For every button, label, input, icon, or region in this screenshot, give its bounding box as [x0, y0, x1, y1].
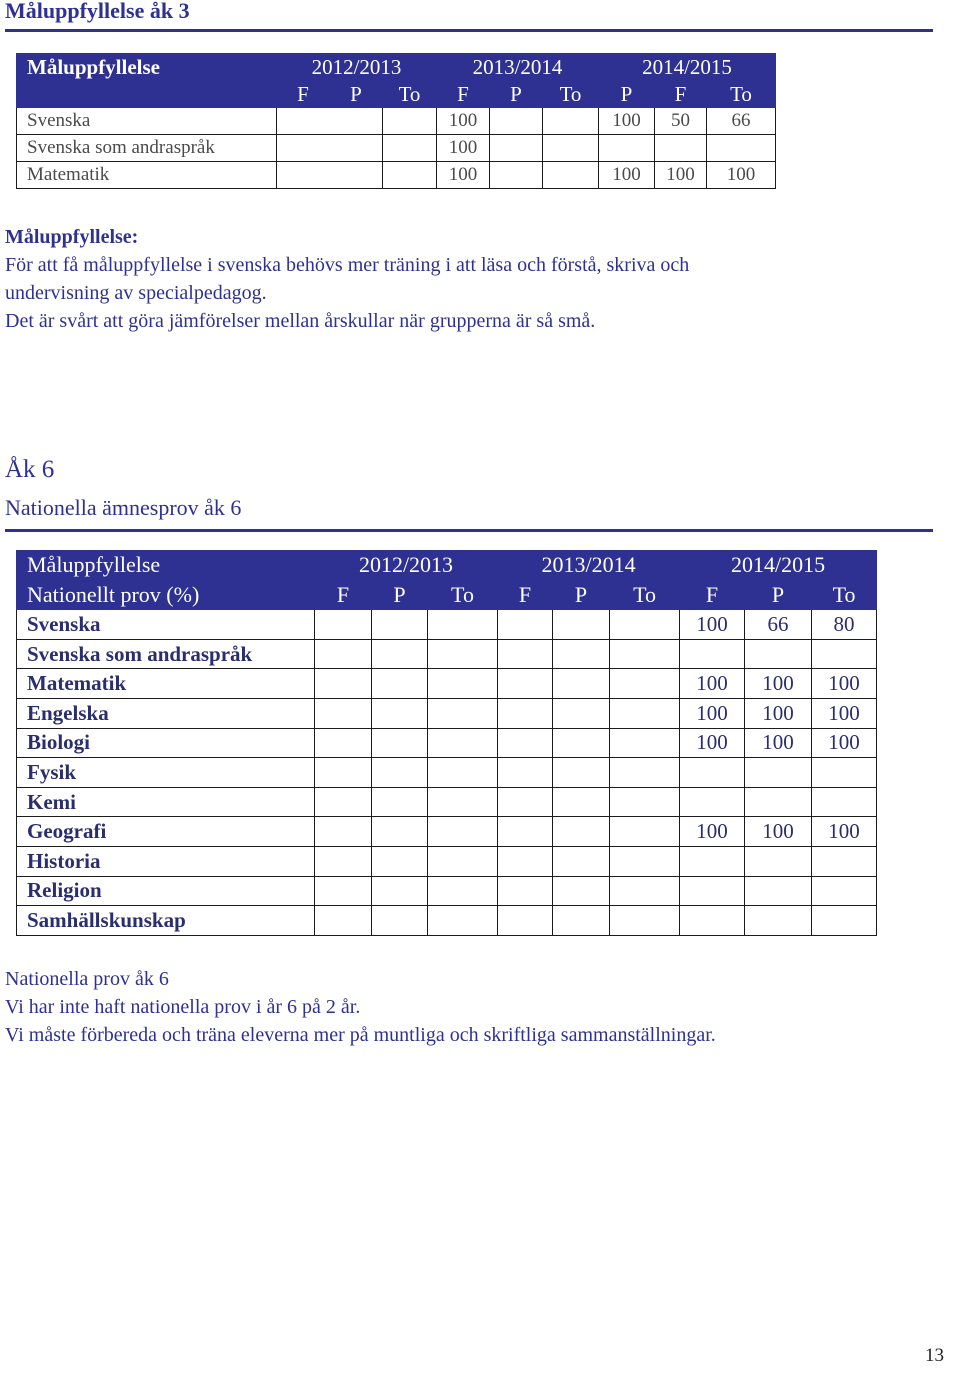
value-cell [490, 108, 543, 135]
grade-header: F [277, 81, 330, 108]
subject-cell: Svenska [17, 108, 277, 135]
value-cell [610, 906, 680, 936]
value-cell [745, 639, 812, 669]
value-cell [372, 876, 428, 906]
grade-header: F [655, 81, 707, 108]
value-cell [599, 135, 655, 162]
value-cell [372, 906, 428, 936]
value-cell [428, 610, 498, 640]
value-cell [372, 728, 428, 758]
value-cell [553, 846, 610, 876]
value-cell [490, 162, 543, 189]
value-cell [553, 817, 610, 847]
value-cell [610, 728, 680, 758]
subject-cell: Biologi [17, 728, 315, 758]
value-cell [383, 108, 437, 135]
comment-line: För att få måluppfyllelse i svenska behövs mer träning i att läsa och förstå, skriva och [5, 254, 690, 276]
grade-header: To [543, 81, 599, 108]
value-cell: 100 [680, 817, 745, 847]
page-number: 13 [925, 1345, 944, 1366]
value-cell [553, 698, 610, 728]
value-cell [498, 787, 553, 817]
comment-line: Vi har inte haft nationella prov i år 6 på 2 år. [5, 996, 361, 1018]
value-cell: 66 [707, 108, 776, 135]
value-cell [745, 876, 812, 906]
value-cell [428, 906, 498, 936]
grade-header: P [599, 81, 655, 108]
subject-cell: Matematik [17, 162, 277, 189]
comment-block-ak3 [5, 223, 689, 335]
comment-line: Vi måste förbereda och träna eleverna mer på muntliga och skriftliga sammanställningar. [5, 1024, 716, 1046]
value-cell [315, 610, 372, 640]
grade-header: To [707, 81, 776, 108]
grade-header: P [372, 580, 428, 610]
value-cell [812, 758, 877, 788]
value-cell [277, 108, 383, 135]
table-row [17, 669, 877, 699]
results-table-ak6 [16, 550, 877, 936]
subject-cell: Engelska [17, 698, 315, 728]
subheader-blank [17, 81, 277, 108]
value-cell [315, 787, 372, 817]
section-divider [5, 29, 933, 32]
value-cell [610, 669, 680, 699]
table-header-label: Måluppfyllelse [17, 54, 277, 81]
subject-cell: Svenska som andraspråk [17, 639, 315, 669]
value-cell [372, 817, 428, 847]
value-cell [315, 817, 372, 847]
value-cell [372, 787, 428, 817]
year-header: 2012/2013 [315, 551, 498, 581]
value-cell [680, 906, 745, 936]
table-row [17, 906, 877, 936]
value-cell [543, 135, 599, 162]
value-cell [498, 846, 553, 876]
value-cell [610, 758, 680, 788]
grade-header: F [680, 580, 745, 610]
value-cell [610, 787, 680, 817]
value-cell: 100 [680, 728, 745, 758]
value-cell [655, 135, 707, 162]
value-cell [745, 906, 812, 936]
value-cell [553, 876, 610, 906]
grade-header: To [812, 580, 877, 610]
value-cell [428, 817, 498, 847]
value-cell [490, 135, 543, 162]
value-cell [315, 758, 372, 788]
value-cell [812, 787, 877, 817]
value-cell: 100 [599, 108, 655, 135]
section-title-ak3: Måluppfyllelse åk 3 [5, 0, 190, 23]
table-row [17, 876, 877, 906]
value-cell [553, 728, 610, 758]
subject-cell: Svenska [17, 610, 315, 640]
year-header: 2012/2013 [277, 54, 437, 81]
value-cell [372, 846, 428, 876]
table-row [17, 610, 877, 640]
grade-header: To [383, 81, 437, 108]
value-cell: 100 [437, 108, 490, 135]
value-cell [812, 876, 877, 906]
table-row [17, 728, 877, 758]
table-row [17, 108, 776, 135]
value-cell [383, 135, 437, 162]
value-cell [812, 639, 877, 669]
value-cell [543, 162, 599, 189]
table-subheader-row [17, 81, 776, 108]
value-cell [680, 876, 745, 906]
value-cell [498, 906, 553, 936]
value-cell [812, 906, 877, 936]
value-cell [498, 728, 553, 758]
comment-block-ak6 [5, 965, 716, 1049]
value-cell: 100 [745, 698, 812, 728]
value-cell [543, 108, 599, 135]
value-cell [707, 135, 776, 162]
value-cell [610, 846, 680, 876]
value-cell [428, 698, 498, 728]
value-cell [372, 669, 428, 699]
value-cell [553, 669, 610, 699]
comment-heading: Måluppfyllelse: [5, 226, 139, 248]
value-cell [553, 787, 610, 817]
value-cell [610, 817, 680, 847]
subject-cell: Religion [17, 876, 315, 906]
value-cell: 100 [745, 669, 812, 699]
grade-header: P [553, 580, 610, 610]
value-cell [553, 639, 610, 669]
value-cell [680, 639, 745, 669]
value-cell [372, 758, 428, 788]
value-cell [553, 758, 610, 788]
value-cell: 100 [437, 162, 490, 189]
grade-header: P [330, 81, 383, 108]
value-cell [315, 846, 372, 876]
value-cell [315, 698, 372, 728]
comment-heading: Nationella prov åk 6 [5, 968, 169, 990]
section-divider [5, 529, 933, 532]
value-cell [315, 639, 372, 669]
value-cell: 100 [812, 728, 877, 758]
value-cell [428, 758, 498, 788]
value-cell [498, 698, 553, 728]
value-cell [315, 906, 372, 936]
value-cell: 100 [680, 669, 745, 699]
value-cell: 80 [812, 610, 877, 640]
table-header-row [17, 54, 776, 81]
table-row [17, 817, 877, 847]
year-header: 2013/2014 [437, 54, 599, 81]
value-cell: 100 [745, 728, 812, 758]
value-cell [812, 846, 877, 876]
table-row [17, 787, 877, 817]
table-header-row [17, 551, 877, 581]
table-header-label-2: Nationellt prov (%) [17, 580, 315, 610]
value-cell [498, 639, 553, 669]
table-row [17, 846, 877, 876]
year-header: 2014/2015 [680, 551, 877, 581]
value-cell [610, 639, 680, 669]
value-cell [372, 639, 428, 669]
value-cell [498, 610, 553, 640]
table-row [17, 162, 776, 189]
value-cell [553, 906, 610, 936]
grade-header: F [315, 580, 372, 610]
table-subheader-row [17, 580, 877, 610]
value-cell [315, 876, 372, 906]
value-cell [372, 610, 428, 640]
value-cell [428, 876, 498, 906]
grade-header: To [428, 580, 498, 610]
value-cell: 100 [599, 162, 655, 189]
value-cell [428, 846, 498, 876]
value-cell [498, 876, 553, 906]
value-cell: 100 [655, 162, 707, 189]
value-cell: 100 [812, 669, 877, 699]
value-cell [428, 787, 498, 817]
value-cell [428, 639, 498, 669]
grade-header: P [490, 81, 543, 108]
subject-cell: Historia [17, 846, 315, 876]
table-row [17, 758, 877, 788]
value-cell [498, 758, 553, 788]
value-cell: 100 [812, 817, 877, 847]
subject-cell: Geografi [17, 817, 315, 847]
value-cell: 100 [680, 610, 745, 640]
value-cell: 100 [680, 698, 745, 728]
table-row [17, 639, 877, 669]
grade-header: To [610, 580, 680, 610]
value-cell: 100 [707, 162, 776, 189]
value-cell: 50 [655, 108, 707, 135]
value-cell: 100 [437, 135, 490, 162]
grade-header: F [437, 81, 490, 108]
table-header-label: Måluppfyllelse [17, 551, 315, 581]
year-header: 2014/2015 [599, 54, 776, 81]
grade-header: P [745, 580, 812, 610]
value-cell [315, 669, 372, 699]
value-cell [315, 728, 372, 758]
section-subtitle: Nationella ämnesprov åk 6 [5, 495, 242, 520]
value-cell [428, 728, 498, 758]
comment-line: Det är svårt att göra jämförelser mellan årskullar när grupperna är så små. [5, 310, 596, 332]
value-cell [610, 610, 680, 640]
value-cell [428, 669, 498, 699]
value-cell [498, 817, 553, 847]
section-title-ak6: Åk 6 [5, 456, 55, 483]
value-cell [383, 162, 437, 189]
results-table-ak3 [16, 53, 776, 189]
subject-cell: Fysik [17, 758, 315, 788]
table-row [17, 135, 776, 162]
value-cell [680, 787, 745, 817]
value-cell [498, 669, 553, 699]
value-cell: 100 [745, 817, 812, 847]
value-cell [553, 610, 610, 640]
table-row [17, 698, 877, 728]
value-cell [680, 758, 745, 788]
subject-cell: Matematik [17, 669, 315, 699]
value-cell: 100 [812, 698, 877, 728]
value-cell [277, 162, 383, 189]
value-cell [745, 787, 812, 817]
value-cell [372, 698, 428, 728]
value-cell [610, 698, 680, 728]
grade-header: F [498, 580, 553, 610]
value-cell: 66 [745, 610, 812, 640]
comment-line: undervisning av specialpedagog. [5, 282, 267, 304]
year-header: 2013/2014 [498, 551, 680, 581]
value-cell [277, 135, 383, 162]
value-cell [745, 758, 812, 788]
value-cell [745, 846, 812, 876]
subject-cell: Svenska som andraspråk [17, 135, 277, 162]
subject-cell: Kemi [17, 787, 315, 817]
subject-cell: Samhällskunskap [17, 906, 315, 936]
value-cell [610, 876, 680, 906]
value-cell [680, 846, 745, 876]
